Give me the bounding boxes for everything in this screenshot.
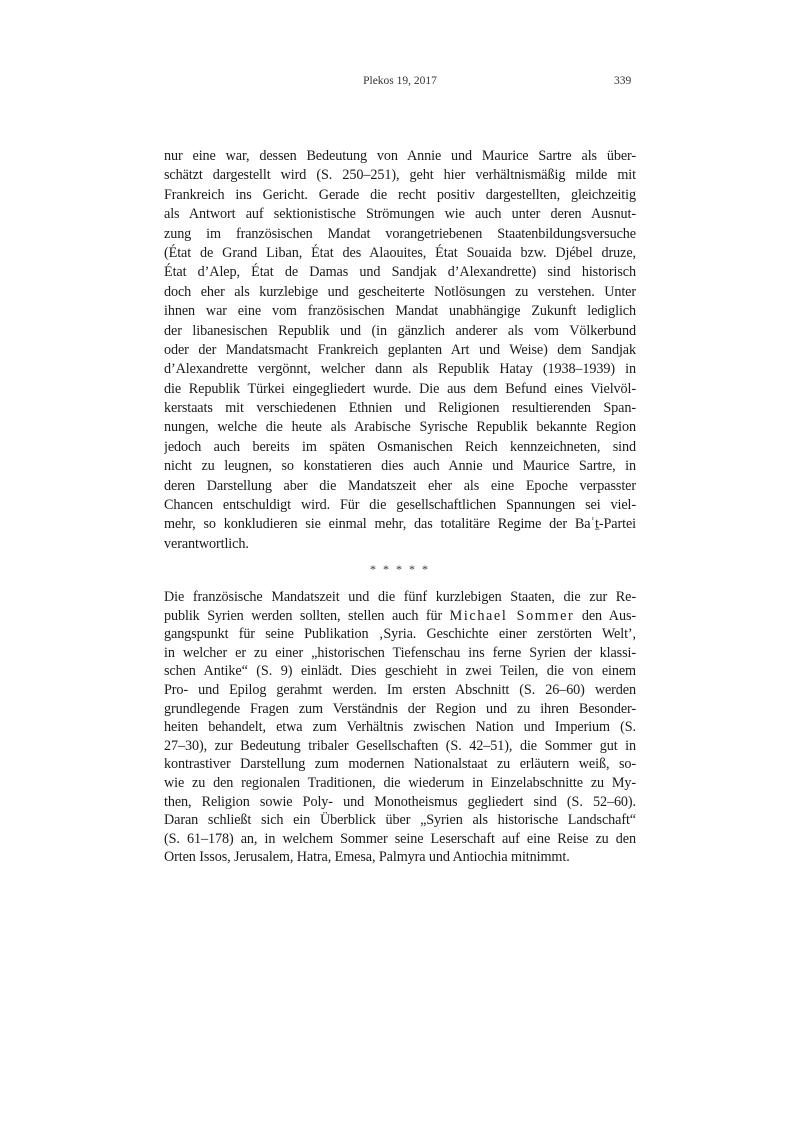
text-line: Pro- und Epilog gerahmt werden. Im ersten Abschnitt (S. 26–60) werden [164, 681, 636, 698]
text-line: 27–30), zur Bedeutung tribaler Gesellschaften (S. 42–51), die Sommer gut in [164, 737, 636, 754]
text-line: deren Darstellung aber die Mandatszeit eher als eine Epoche verpasster [164, 477, 636, 494]
text-line [164, 607, 636, 626]
text-line: grundlegende Fragen zum Verständnis der Region und zu ihren Besonder- [164, 700, 636, 717]
text-line: doch eher als kurzlebige und gescheiterte Notlösungen zu verstehen. Unter [164, 283, 636, 300]
page-number: 339 [614, 75, 632, 87]
text-line: ihnen war eine vom französischen Mandat unabhängige Zukunft lediglich [164, 303, 636, 320]
text-line: d’Alexandrette vergönnt, welcher dann als Republik Hatay (1938–1939) in [164, 361, 636, 378]
text-line: schätzt dargestellt wird (S. 250–251), geht hier verhältnismäßig milde mit [164, 167, 636, 184]
text-line: mehr, so konkludieren sie einmal mehr, das totalitäre Regime der Baʿṯ-Partei [164, 516, 636, 533]
section-separator: * * * * * [370, 562, 430, 576]
text-line: schen Antike“ (S. 9) einlädt. Dies geschieht in zwei Teilen, die von einem [164, 663, 636, 680]
text-line: jedoch auch bereits im späten Osmanischen Reich kennzeichneten, sind [164, 438, 636, 455]
text-line: nicht zu leugnen, so konstatieren dies auch Annie und Maurice Sartre, in [164, 458, 636, 475]
text-line: nur eine war, dessen Bedeutung von Annie und Maurice Sartre als über- [164, 148, 636, 164]
author-name: Michael Sommer [449, 607, 575, 624]
text-line: gangspunkt für seine Publikation ‚Syria. Geschichte einer zerstörten Welt’, [164, 626, 636, 643]
text-line: in welcher er zu einer „historischen Tiefenschau ins ferne Syrien der klassi- [164, 644, 636, 661]
running-head: Plekos 19, 2017 [363, 75, 437, 87]
text-line: der libanesischen Republik und (in gänzlich anderer als vom Völkerbund [164, 322, 636, 339]
text-line: (État de Grand Liban, État des Alaouites, État Souaida bzw. Djébel druze, [164, 244, 636, 261]
text-line: heiten behandelt, etwa zum Verhältnis zwischen Nation und Imperium (S. [164, 719, 636, 736]
text-line: die Republik Türkei eingegliedert wurde. Die aus dem Befund eines Vielvöl- [164, 380, 636, 397]
text-line: kerstaats mit verschiedenen Ethnien und Religionen resultierenden Span- [164, 400, 636, 417]
text-line: wie zu den regionalen Traditionen, die wiederum in Einzelabschnitte zu My- [164, 774, 636, 791]
text-line: kontrastiver Darstellung zum modernen Nationalstaat zu erläutern weiß, so- [164, 756, 636, 773]
text-line: zung im französischen Mandat vorangetriebenen Staatenbildungsversuche [164, 225, 636, 242]
text-line: als Antwort auf sektionistische Strömungen wie auch unter deren Ausnut- [164, 206, 636, 223]
text-line: Frankreich ins Gericht. Gerade die recht positiv dargestellten, gleichzeitig [164, 186, 636, 203]
text-line: then, Religion sowie Poly- und Monotheismus gegliedert sind (S. 52–60). [164, 793, 636, 810]
text-line: Chancen entschuldigt wird. Für die gesellschaftlichen Spannungen sei viel- [164, 497, 636, 514]
text-line: Orten Issos, Jerusalem, Hatra, Emesa, Palmyra und Antiochia mitnimmt. [164, 849, 570, 866]
paragraph-2 [164, 588, 636, 867]
text-line: Die französische Mandatszeit und die fünf kurzlebigen Staaten, die zur Re- [164, 589, 636, 605]
paragraph-1 [164, 147, 636, 554]
text-line: (S. 61–178) an, in welchem Sommer seine Leserschaft auf eine Reise zu den [164, 830, 636, 847]
text-line: Daran schließt sich ein Überblick über „Syrien als historische Landschaft“ [164, 812, 636, 829]
text-segment: publik Syrien werden sollten, stellen auch für [164, 607, 450, 624]
text-line: nungen, welche die heute als Arabische Syrische Republik bekannte Region [164, 419, 636, 436]
text-line: État d’Alep, État de Damas und Sandjak d’Alexandrette) sind historisch [164, 264, 636, 281]
text-line: verantwortlich. [164, 535, 249, 552]
text-segment: den Aus- [574, 607, 636, 624]
text-line: oder der Mandatsmacht Frankreich geplanten Art und Weise) dem Sandjak [164, 341, 636, 358]
